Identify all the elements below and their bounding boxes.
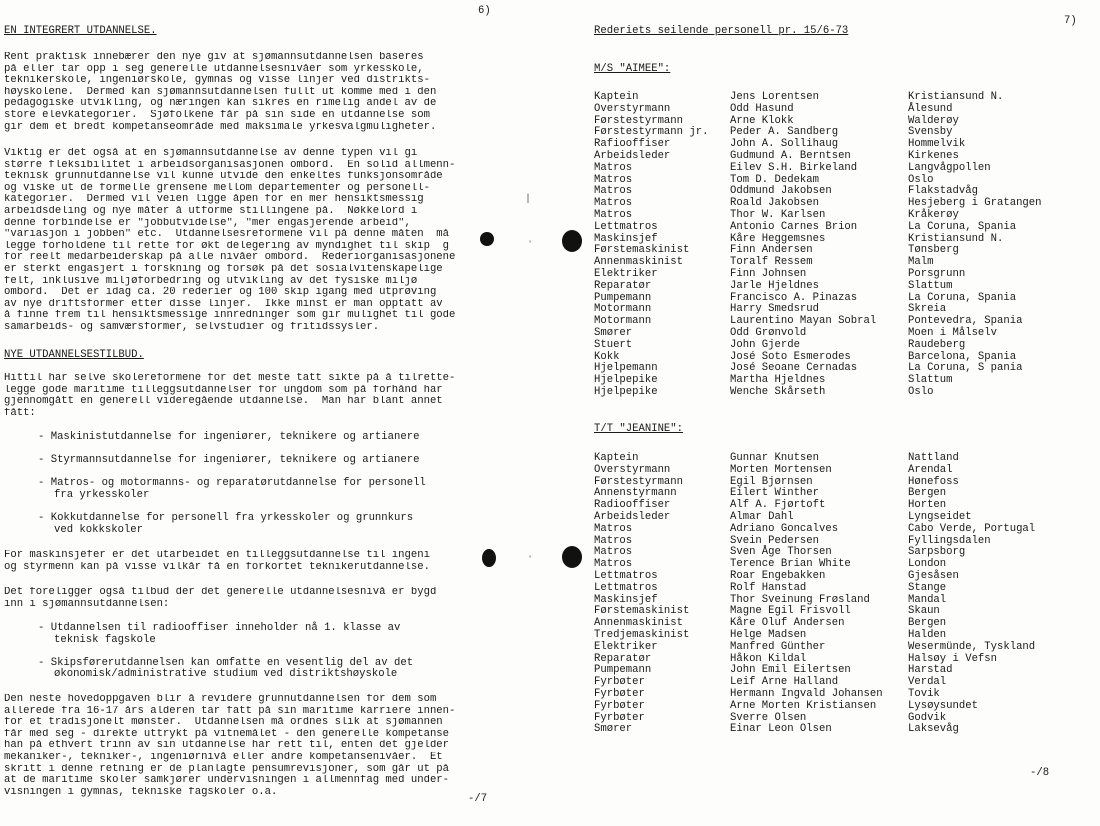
bullet-item: [38, 623, 518, 646]
crew-role: Elektriker: [594, 640, 658, 653]
crew-row: [594, 104, 1068, 116]
crew-name: Laurentino Mayan Sobral: [730, 315, 877, 328]
crew-row: [594, 724, 1068, 736]
crew-role: Stuert: [594, 338, 633, 351]
crew-role: Førstemaskinist: [594, 605, 690, 618]
crew-role: Maskinsjef: [594, 593, 658, 606]
crew-row: [594, 269, 1068, 281]
crew-row: [594, 163, 1068, 175]
crew-hometown: Raudeberg: [908, 338, 966, 351]
bullet-list-2: [38, 623, 518, 693]
crew-hometown: Kråkerøy: [908, 208, 959, 221]
continued-marker: -/7: [468, 793, 488, 805]
crew-role: Overstyrmann: [594, 102, 671, 115]
text-line: arbeidsdeling og nye måter å utforme stillingene på. Nøkkelord i: [4, 205, 418, 217]
bullet-text: - Kokkutdannelse for personell fra yrkesskoler og grunnkurs: [38, 512, 414, 525]
crew-name: Hermann Ingvald Johansen: [730, 687, 883, 700]
crew-hometown: Skaun: [908, 605, 940, 618]
crew-hometown: La Coruna, S pania: [908, 362, 1023, 375]
crew-role: Matros: [594, 161, 633, 174]
bullet-item: [38, 478, 518, 501]
crew-list-heading: Rederiets seilende personell pr. 15/6-73: [594, 25, 849, 37]
crew-name: Helge Madsen: [730, 628, 807, 641]
crew-role: Hjelpepike: [594, 374, 658, 387]
crew-name: Oddmund Jakobsen: [730, 185, 832, 198]
crew-row: [594, 198, 1068, 210]
crew-name: Wenche Skårseth: [730, 385, 826, 398]
crew-name: Rolf Hanstad: [730, 581, 807, 594]
text-line: Viktig er det også at en sjømannsutdannelse av denne typen vil gi: [4, 148, 418, 159]
margin-mark: |: [525, 194, 532, 205]
crew-role: Motormann: [594, 315, 652, 328]
crew-name: Sven Åge Thorsen: [730, 546, 832, 559]
crew-hometown: Flakstadvåg: [908, 185, 978, 198]
crew-row: [594, 583, 1068, 595]
text-line: denne forbindelse er "jobbutvidelse", "mer engasjerende arbeid",: [4, 217, 411, 229]
crew-role: Matros: [594, 534, 633, 547]
crew-hometown: Laksevåg: [908, 723, 959, 736]
crew-hometown: Oslo: [908, 385, 934, 398]
ship-title-aimee: M/S "AIMEE":: [594, 63, 671, 75]
text-line: inn i sjømannsutdannelsen:: [4, 598, 170, 610]
crew-row: [594, 281, 1068, 293]
text-line: Den neste hovedoppgaven blir å revidere grunnutdannelsen for dem som: [4, 694, 437, 705]
crew-name: John Gjerde: [730, 338, 800, 351]
crew-hometown: Tønsberg: [908, 244, 959, 257]
crew-name: Egil Bjørnsen: [730, 475, 813, 488]
bullet-text: fra yrkesskoler: [54, 488, 150, 501]
crew-name: Peder A. Sandberg: [730, 126, 839, 139]
text-line: for et tradisjonelt mønster. Utdannelsen må ordnes slik at sjømannen: [4, 717, 443, 729]
crew-role: Matros: [594, 208, 633, 221]
crew-role: Kaptein: [594, 91, 639, 103]
crew-name: Finn Andersen: [730, 244, 813, 257]
crew-row: [594, 328, 1068, 340]
crew-name: Morten Mortensen: [730, 463, 832, 476]
text-line: store elevkategorier. Sjøfolkene får på sin side en utdannelse som: [4, 109, 430, 121]
crew-hometown: Horten: [908, 499, 947, 512]
crew-role: Lettmatros: [594, 569, 658, 582]
crew-role: Tredjemaskinist: [594, 628, 690, 641]
crew-name: José Soto Esmerodes: [730, 350, 851, 363]
crew-name: Terence Brian White: [730, 558, 851, 571]
crew-name: Eilev S.H. Birkeland: [730, 161, 858, 174]
punch-hole-blot: [562, 546, 582, 568]
crew-hometown: Slattum: [908, 279, 953, 292]
crew-hometown: Kristiansund N.: [908, 91, 1004, 103]
crew-name: Adriano Goncalves: [730, 522, 839, 535]
crew-name: Arne Morten Kristiansen: [730, 699, 877, 712]
section-heading-integrated-education: EN INTEGRERT UTDANNELSE.: [4, 25, 157, 37]
crew-name: Kåre Oluf Andersen: [730, 617, 845, 630]
crew-role: Annenmaskinist: [594, 256, 684, 269]
text-line: for reelt medarbeiderskap på alle nivåer ombord. Rederiorganisasjonene: [4, 252, 456, 264]
crew-hometown: Slattum: [908, 374, 953, 387]
crew-name: Kåre Heggemsnes: [730, 232, 826, 245]
text-line: på eller tar opp i seg generelle utdannelsesnivåer som yrkesskole,: [4, 63, 424, 75]
text-line: felt, inklusive miljøforbedring og utvikling av det fysiske miljø: [4, 275, 418, 287]
crew-hometown: Hesjeberg i Gratangen: [908, 197, 1042, 210]
crew-hometown: Halden: [908, 628, 947, 641]
crew-role: Arbeidsleder: [594, 510, 671, 523]
paragraph-5: [4, 587, 524, 610]
text-line: visningen i gymnas, tekniske fagskoler o.a.: [4, 786, 278, 798]
crew-role: Førstestyrmann: [594, 475, 684, 488]
crew-hometown: Stange: [908, 581, 947, 594]
text-line: mekaniker-, tekniker-, ingeniørnivå eller andre kompetansenivåer. Et: [4, 751, 443, 763]
paragraph-3: [4, 373, 524, 419]
crew-name: Toralf Ressem: [730, 256, 813, 269]
bullet-text: - Styrmannsutdannelse for ingeniører, teknikere og artianere: [38, 454, 420, 467]
crew-row: [594, 559, 1068, 571]
crew-role: Kokk: [594, 350, 620, 363]
crew-role: Matros: [594, 558, 633, 571]
crew-role: Annenmaskinist: [594, 617, 684, 630]
bullet-text: - Maskinistutdannelse for ingeniører, teknikere og artianere: [38, 431, 420, 443]
crew-row: [594, 689, 1068, 701]
crew-hometown: Kirkenes: [908, 149, 959, 162]
crew-hometown: Hønefoss: [908, 475, 959, 488]
text-line: Rent praktisk innebærer den nye giv at sjømannsutdannelsen baseres: [4, 52, 424, 63]
crew-role: Reparatør: [594, 279, 652, 292]
crew-name: Svein Pedersen: [730, 534, 820, 547]
text-line: Det foreligger også tilbud der det generelle utdannelsesnivå er bygd: [4, 587, 437, 598]
crew-hometown: Mandal: [908, 593, 947, 606]
crew-name: Gudmund A. Berntsen: [730, 149, 851, 162]
crew-hometown: Porsgrunn: [908, 267, 966, 280]
crew-hometown: London: [908, 558, 947, 571]
crew-hometown: Moen i Målselv: [908, 326, 998, 339]
crew-role: Radiooffiser: [594, 499, 671, 512]
bullet-item: [38, 432, 518, 444]
continued-marker: -/8: [1030, 767, 1050, 779]
crew-role: Pumpemann: [594, 664, 652, 677]
crew-name: Roald Jakobsen: [730, 197, 820, 210]
crew-role: Førstestyrmann jr.: [594, 126, 709, 139]
crew-role: Matros: [594, 522, 633, 535]
crew-hometown: Wesermünde, Tyskland: [908, 640, 1036, 653]
crew-row: [594, 222, 1068, 234]
crew-row: [594, 630, 1068, 642]
crew-hometown: Verdal: [908, 676, 947, 689]
bullet-text: - Skipsførerutdannelsen kan omfatte en vesentlig del av det: [38, 656, 414, 669]
crew-name: Almar Dahl: [730, 510, 794, 523]
paragraph-2: [4, 148, 524, 334]
crew-row: [594, 340, 1068, 352]
text-line: og styrmenn kan på visse vilkår få en forkortet teknikerutdannelse.: [4, 561, 430, 573]
text-line: større fleksibilitet i arbeidsorganisasjonen ombord. En solid allmenn-: [4, 159, 456, 171]
crew-role: Elektriker: [594, 267, 658, 280]
crew-hometown: Tovik: [908, 687, 940, 700]
right-page: [556, 0, 1100, 826]
crew-role: Lettmatros: [594, 220, 658, 233]
crew-role: Smører: [594, 723, 633, 736]
crew-role: Rafiooffiser: [594, 138, 671, 151]
crew-hometown: Barcelona, Spania: [908, 350, 1017, 363]
crew-name: Odd Hasund: [730, 102, 794, 115]
text-line: høyskolene. Dermed kan sjømannsutdannelsen fullt ut komme med i den: [4, 86, 437, 98]
crew-row: [594, 701, 1068, 713]
crew-name: Thor W. Karlsen: [730, 208, 826, 221]
punch-hole-blot: [562, 230, 582, 252]
left-page: [0, 0, 548, 826]
crew-role: Matros: [594, 173, 633, 186]
crew-role: Fyrbøter: [594, 676, 645, 689]
crew-role: Fyrbøter: [594, 699, 645, 712]
crew-role: Kaptein: [594, 452, 639, 464]
crew-hometown: Kristiansund N.: [908, 232, 1004, 245]
crew-name: Håkon Kildal: [730, 652, 807, 665]
text-line: allerede fra 16-17 års alderen tar fatt på sin maritime karriere innen-: [4, 705, 456, 717]
section-heading-new-offers: NYE UTDANNELSESTILBUD.: [4, 349, 144, 361]
crew-hometown: Sarpsborg: [908, 546, 966, 559]
bullet-text: - Matros- og motormanns- og reparatørutdannelse for personell: [38, 477, 426, 490]
page-number: 7): [1064, 15, 1077, 27]
margin-mark: ʼ: [527, 556, 534, 567]
text-line: og viske ut de formelle grensene mellom departementer og personell-: [4, 182, 430, 194]
crew-hometown: Skreia: [908, 303, 947, 316]
crew-hometown: Bergen: [908, 487, 947, 500]
crew-role: Pumpemann: [594, 291, 652, 304]
crew-name: Eilert Winther: [730, 487, 820, 500]
crew-name: John Emil Eilertsen: [730, 664, 851, 677]
crew-role: Smører: [594, 326, 633, 339]
text-line: gjennomgått en generell videregående utdannelse. Man har blant annet: [4, 396, 443, 408]
crew-hometown: Fyllingsdalen: [908, 534, 991, 547]
text-line: For maskinsjefer er det utarbeidet en tilleggsutdannelse til ingeni: [4, 550, 430, 561]
text-line: pedagogiske utvikling, og næringen kan sikres en rimelig andel av de: [4, 98, 437, 110]
crew-name: Finn Johnsen: [730, 267, 807, 280]
crew-table-jeanine: [594, 453, 1068, 736]
crew-hometown: Arendal: [908, 463, 953, 476]
bullet-text: ved kokkskoler: [54, 523, 144, 536]
text-line: legge forholdene til rette for økt delegering av myndighet til skip g: [4, 240, 450, 252]
text-line: legge gode maritime tilleggsutdannelser for ungdom som på forhånd har: [4, 384, 443, 396]
crew-role: Førstemaskinist: [594, 244, 690, 257]
text-line: er sterkt engasjert i forskning og forsøk på det sosialvitenskapelige: [4, 263, 443, 275]
paragraph-4: [4, 550, 524, 573]
crew-row: [594, 571, 1068, 583]
crew-name: Arne Klokk: [730, 114, 794, 127]
crew-hometown: Lyngseidet: [908, 510, 972, 523]
text-line: får med seg - direkte uttrykt på vitnemålet - den generelle kompetanse: [4, 728, 450, 740]
crew-row: [594, 363, 1068, 375]
crew-role: Hjelpemann: [594, 362, 658, 375]
crew-name: Thor Sveinung Frøsland: [730, 593, 870, 606]
crew-hometown: Pontevedra, Spania: [908, 315, 1023, 328]
bullet-list-1: [38, 432, 518, 548]
text-line: samarbeids- og samværsformer, selvstudier og fritidssysler.: [4, 321, 380, 333]
text-line: fått:: [4, 407, 36, 419]
crew-role: Matros: [594, 185, 633, 198]
page-number: 6): [478, 5, 491, 17]
crew-hometown: Gjesåsen: [908, 569, 959, 582]
crew-name: Tom D. Dedekam: [730, 173, 820, 186]
crew-hometown: La Coruna, Spania: [908, 220, 1017, 233]
crew-role: Lettmatros: [594, 581, 658, 594]
paragraph-6: [4, 694, 524, 798]
crew-hometown: Halsøy i Vefsn: [908, 652, 998, 665]
crew-name: Alf A. Fjørtoft: [730, 499, 826, 512]
crew-role: Fyrbøter: [594, 711, 645, 724]
crew-row: [594, 642, 1068, 654]
crew-table-aimee: [594, 92, 1068, 399]
crew-row: [594, 151, 1068, 163]
bullet-text: - Utdannelsen til radiooffiser inneholder nå 1. klasse av: [38, 622, 401, 634]
crew-row: [594, 293, 1068, 305]
bullet-text: teknisk fagskole: [54, 633, 156, 646]
text-line: skritt i denne retning er de planlagte pensumrevisjoner, som går ut på: [4, 763, 450, 775]
crew-hometown: Langvågpollen: [908, 161, 991, 174]
crew-name: Odd Grønvold: [730, 326, 807, 339]
crew-hometown: Nattland: [908, 452, 959, 464]
text-line: av nye driftsformer etter disse linjer. Ikke minst er man opptatt av: [4, 298, 443, 310]
crew-hometown: Bergen: [908, 617, 947, 630]
crew-name: Gunnar Knutsen: [730, 452, 820, 464]
bullet-item: [38, 455, 518, 467]
crew-row: [594, 465, 1068, 477]
bullet-item: [38, 513, 518, 536]
crew-row: [594, 387, 1068, 399]
crew-name: Roar Engebakken: [730, 569, 826, 582]
crew-name: Einar Leon Olsen: [730, 723, 832, 736]
crew-hometown: Harstad: [908, 664, 953, 677]
crew-hometown: Lysøysundet: [908, 699, 978, 712]
crew-role: Hjelpepike: [594, 385, 658, 398]
bullet-item: [38, 658, 518, 681]
crew-name: Francisco A. Pinazas: [730, 291, 858, 304]
bullet-text: økonomisk/administrative studium ved distriktshøyskole: [54, 668, 398, 681]
text-line: at de maritime skoler samkjører undervisningen i allmennfag med under-: [4, 775, 450, 787]
crew-name: Leif Arne Halland: [730, 676, 839, 689]
crew-name: Sverre Olsen: [730, 711, 807, 724]
crew-name: Jens Lorentsen: [730, 91, 820, 103]
crew-row: [594, 524, 1068, 536]
crew-role: Arbeidsleder: [594, 149, 671, 162]
crew-hometown: Malm: [908, 256, 934, 269]
crew-hometown: Oslo: [908, 173, 934, 186]
crew-hometown: Ålesund: [908, 102, 953, 115]
crew-role: Reparatør: [594, 652, 652, 665]
crew-role: Maskinsjef: [594, 232, 658, 245]
crew-hometown: Hommelvik: [908, 138, 966, 151]
punch-hole-blot: [480, 232, 494, 246]
crew-role: Motormann: [594, 303, 652, 316]
crew-name: Antonio Carnes Brion: [730, 220, 858, 233]
crew-role: Matros: [594, 197, 633, 210]
crew-hometown: Walderøy: [908, 114, 959, 127]
crew-hometown: Cabo Verde, Portugal: [908, 522, 1036, 535]
punch-hole-blot: [482, 549, 496, 567]
crew-role: Førstestyrmann: [594, 114, 684, 127]
crew-role: Fyrbøter: [594, 687, 645, 700]
text-line: teknisk grunnutdannelse vil kunne utvide den enkeltes funksjonsområde: [4, 171, 443, 183]
crew-name: Jarle Hjeldnes: [730, 279, 820, 292]
margin-mark: ʼ: [527, 241, 534, 252]
crew-hometown: Svensby: [908, 126, 953, 139]
crew-name: Magne Egil Frisvoll: [730, 605, 851, 618]
crew-hometown: Godvik: [908, 711, 947, 724]
crew-row: [594, 375, 1068, 387]
text-line: han på ethvert trinn av sin utdannelse har rett til, enten det gjelder: [4, 740, 450, 752]
crew-name: John A. Sollihaug: [730, 138, 839, 151]
crew-role: Matros: [594, 546, 633, 559]
crew-row: [594, 512, 1068, 524]
crew-hometown: La Coruna, Spania: [908, 291, 1017, 304]
ship-title-jeanine: T/T "JEANINE":: [594, 423, 684, 435]
crew-role: Overstyrmann: [594, 463, 671, 476]
crew-name: Harry Smedsrud: [730, 303, 820, 316]
crew-name: José Seoane Cernadas: [730, 362, 858, 375]
crew-row: [594, 210, 1068, 222]
text-line: gir dem et bredt kompetanseområde med maksimale yrkesvalgmuligheter.: [4, 121, 437, 133]
crew-name: Manfred Günther: [730, 640, 826, 653]
crew-role: Annenstyrmann: [594, 487, 677, 500]
text-line: teknikerskole, ingeniørskole, gymnas og visse linjer ved distrikts-: [4, 75, 430, 87]
crew-name: Martha Hjeldnes: [730, 374, 826, 387]
text-line: "variasjon i jobben" etc. Utdannelsesreformene vil på denne måten må: [4, 229, 450, 241]
crew-row: [594, 257, 1068, 269]
paragraph-1: [4, 52, 524, 133]
text-line: Hittil har selve skolereformene for det meste tatt sikte på å tilrette-: [4, 373, 456, 384]
text-line: ombord. Det er idag ca. 20 rederier og 100 skip igang med utprøving: [4, 287, 437, 299]
text-line: kategorier. Dermed vil veien ligge åpen for en mer hensiktsmessig: [4, 194, 424, 206]
text-line: å finne frem til hensiktsmessige innredninger som gir mulighet til gode: [4, 310, 456, 322]
